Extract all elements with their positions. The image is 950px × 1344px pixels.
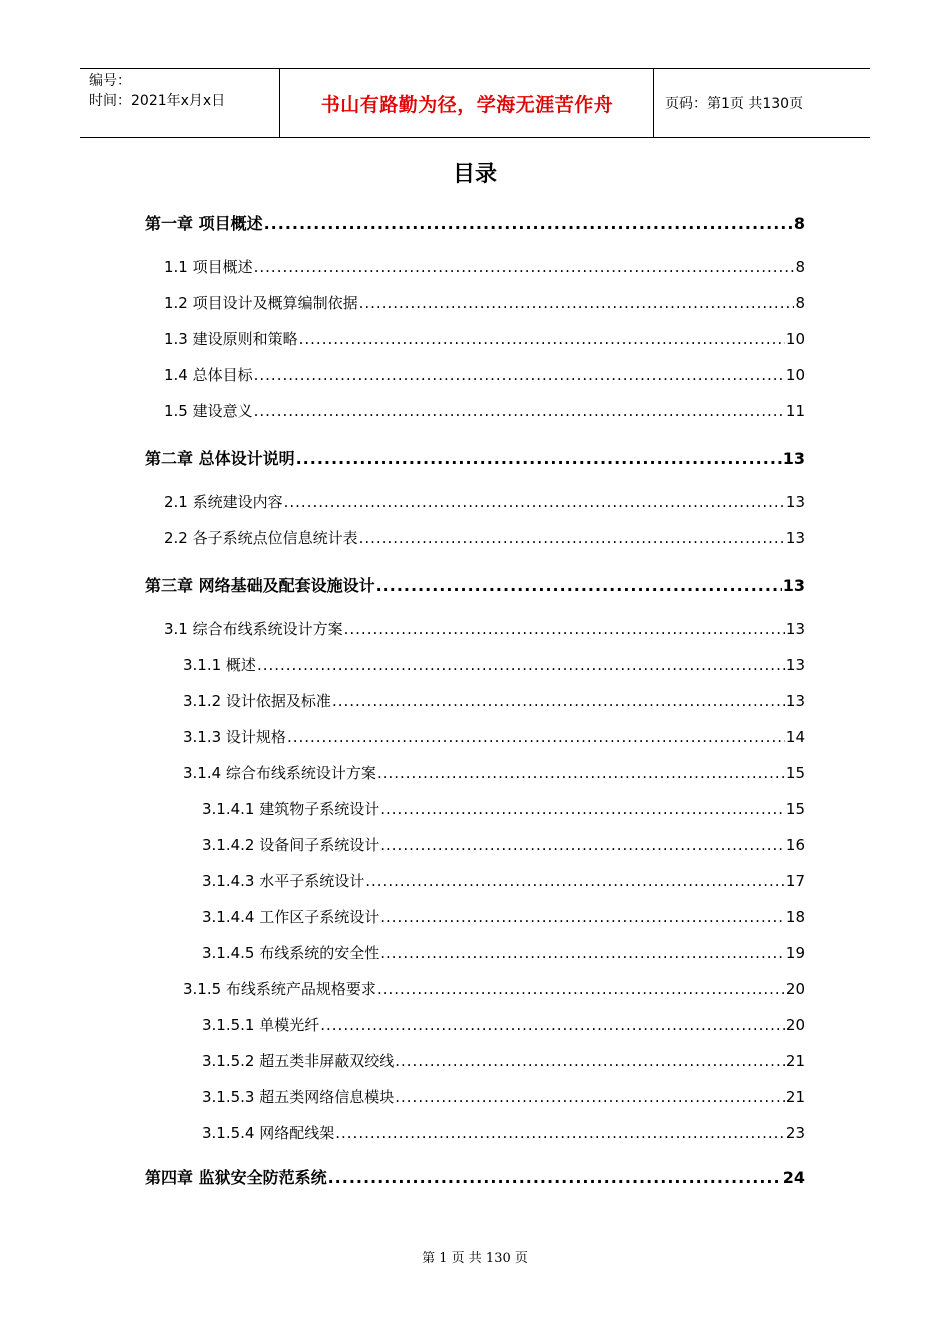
toc-entry-label: 1.2 项目设计及概算编制依据 [164,294,358,312]
header-meta [80,69,280,137]
toc-chapter-entry[interactable] [145,446,805,469]
toc-leader-dots [254,366,785,384]
toc-entry-page: 10 [785,330,805,348]
toc-leader-dots [320,1016,785,1034]
toc-entry-page: 14 [785,728,805,746]
toc-entry-page: 24 [782,1168,805,1187]
toc-entry-label: 3.1.5.2 超五类非屏蔽双绞线 [202,1052,395,1070]
toc-entry-label: 第一章 项目概述 [145,214,263,233]
toc-entry-label: 3.1.5.1 单模光纤 [202,1016,320,1034]
toc-leader-dots [380,836,785,854]
toc-leader-dots [377,980,785,998]
toc-entry-label: 3.1.4.1 建筑物子系统设计 [202,800,380,818]
toc-entry-label: 第二章 总体设计说明 [145,449,295,468]
header-page-info: 页码：第1页 共130页 [665,96,804,112]
toc-chapter-entry[interactable] [145,211,805,234]
toc-entry[interactable] [164,328,805,349]
toc-entry[interactable] [202,942,805,963]
toc-leader-dots [254,258,795,276]
toc-entry[interactable] [202,1050,805,1071]
page-title: 目录 [452,162,497,187]
toc-leader-dots [359,529,785,547]
toc-entry[interactable] [183,690,805,711]
toc-entry-page: 8 [795,258,805,276]
toc-entry-page: 20 [785,1016,805,1034]
toc-entry-page: 13 [782,449,805,468]
toc-entry-page: 11 [785,402,805,420]
toc-entry[interactable] [164,292,805,313]
toc-leader-dots [284,493,785,511]
toc-entry-label: 1.4 总体目标 [164,366,253,384]
toc-entry-label: 第三章 网络基础及配套设施设计 [145,576,375,595]
toc-leader-dots [344,620,785,638]
page-footer: 第 1 页 共 130 页 [422,1251,528,1266]
toc-leader-dots [365,872,785,890]
toc-leader-dots [380,944,785,962]
toc-entry[interactable] [202,1086,805,1107]
number-label: 编号： [89,73,131,89]
toc-entry[interactable] [183,978,805,999]
toc-entry-label: 1.1 项目概述 [164,258,253,276]
toc-entry-label: 3.1.5.4 网络配线架 [202,1124,335,1142]
header-motto: 书山有路勤为径，学海无涯苦作舟 [281,69,654,137]
toc-entry-page: 19 [785,944,805,962]
page-header [80,68,870,138]
toc-entry[interactable] [164,491,805,512]
toc-entry-page: 17 [785,872,805,890]
toc-leader-dots [377,764,785,782]
toc-entry-page: 21 [785,1052,805,1070]
toc-entry[interactable] [202,906,805,927]
toc-entry-label: 3.1.1 概述 [183,656,256,674]
toc-leader-dots [287,728,785,746]
toc-entry-label: 3.1.2 设计依据及标准 [183,692,331,710]
toc-entry-label: 3.1.4.5 布线系统的安全性 [202,944,380,962]
toc-leader-dots [257,656,785,674]
toc-entry-page: 13 [785,692,805,710]
toc-leader-dots [332,692,785,710]
toc-leader-dots [296,449,782,468]
toc-entry-page: 18 [785,908,805,926]
toc-entry-page: 13 [785,620,805,638]
toc-entry[interactable] [183,726,805,747]
toc-entry[interactable] [164,527,805,548]
toc-leader-dots [328,1168,782,1187]
toc-entry-page: 13 [785,529,805,547]
toc-entry[interactable] [183,654,805,675]
toc-entry-page: 13 [785,493,805,511]
toc-leader-dots [264,214,793,233]
toc-entry[interactable] [202,1014,805,1035]
toc-entry-label: 2.2 各子系统点位信息统计表 [164,529,358,547]
toc-entry-label: 1.5 建设意义 [164,402,253,420]
toc-entry-label: 3.1 综合布线系统设计方案 [164,620,343,638]
toc-leader-dots [359,294,795,312]
toc-leader-dots [299,330,785,348]
toc-entry[interactable] [202,1122,805,1143]
toc-entry-page: 15 [785,764,805,782]
toc-entry-page: 21 [785,1088,805,1106]
toc-entry-page: 10 [785,366,805,384]
toc-leader-dots [395,1052,785,1070]
toc-entry-page: 8 [795,294,805,312]
toc-leader-dots [380,800,785,818]
toc-chapter-entry[interactable] [145,1165,805,1188]
toc-chapter-entry[interactable] [145,573,805,596]
toc-entry-label: 3.1.4.4 工作区子系统设计 [202,908,380,926]
toc-entry-page: 16 [785,836,805,854]
toc-entry-page: 23 [785,1124,805,1142]
toc-entry-label: 3.1.4 综合布线系统设计方案 [183,764,376,782]
toc-leader-dots [254,402,785,420]
toc-entry[interactable] [183,762,805,783]
toc-leader-dots [380,908,785,926]
toc-entry-label: 3.1.5 布线系统产品规格要求 [183,980,376,998]
toc-entry-label: 3.1.5.3 超五类网络信息模块 [202,1088,395,1106]
toc-entry-label: 第四章 监狱安全防范系统 [145,1168,327,1187]
toc-entry-page: 13 [782,576,805,595]
toc-entry-page: 20 [785,980,805,998]
toc-entry-label: 3.1.4.2 设备间子系统设计 [202,836,380,854]
toc-entry-label: 3.1.3 设计规格 [183,728,286,746]
toc-entry[interactable] [164,400,805,421]
toc-entry[interactable] [202,798,805,819]
toc-leader-dots [376,576,782,595]
toc-entry-page: 15 [785,800,805,818]
toc-entry[interactable] [164,256,805,277]
toc-leader-dots [335,1124,785,1142]
toc-entry-label: 2.1 系统建设内容 [164,493,283,511]
toc-entry[interactable] [164,364,805,385]
toc-entry-label: 3.1.4.3 水平子系统设计 [202,872,365,890]
toc-entry-page: 8 [793,214,805,233]
toc-entry[interactable] [202,870,805,891]
toc-entry[interactable] [202,834,805,855]
toc-entry-label: 1.3 建设原则和策略 [164,330,298,348]
toc-leader-dots [395,1088,785,1106]
toc-entry-page: 13 [785,656,805,674]
toc-entry[interactable] [164,618,805,639]
time-label: 时间：2021年x月x日 [89,93,226,109]
